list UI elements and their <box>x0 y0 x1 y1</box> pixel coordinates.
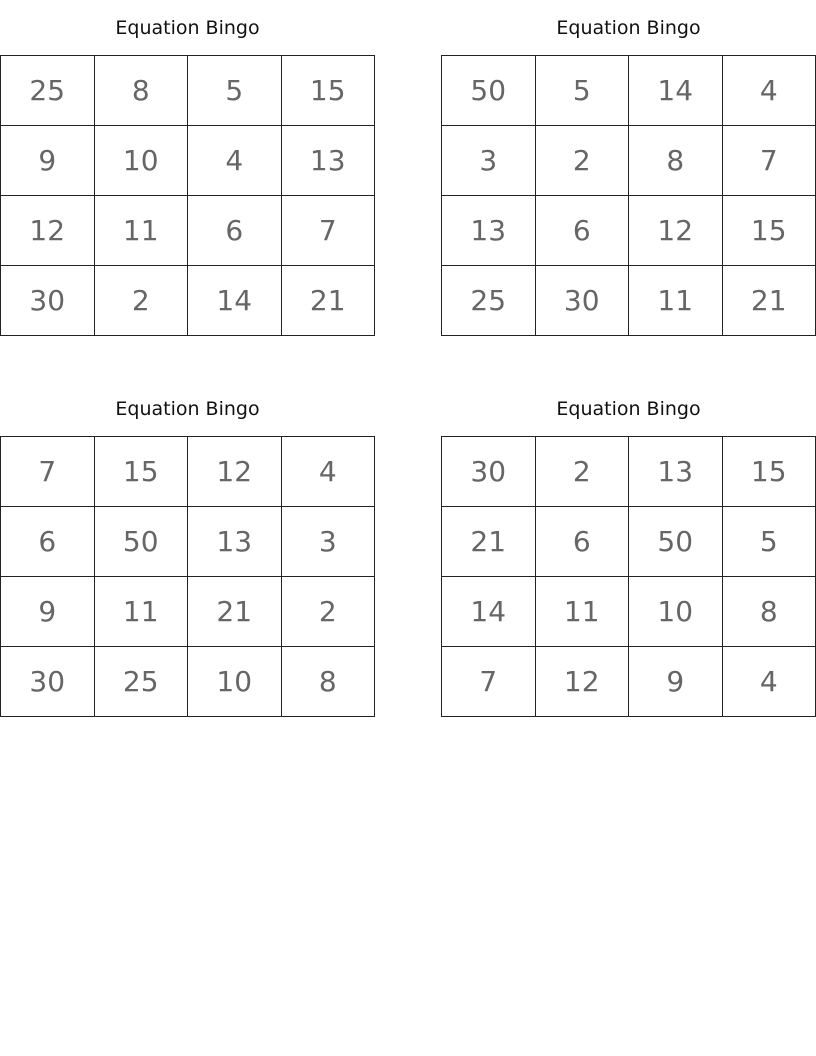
bingo-cell: 12 <box>188 437 282 507</box>
bingo-cell: 3 <box>282 507 376 577</box>
bingo-cell: 21 <box>723 266 816 336</box>
bingo-cell: 15 <box>723 437 816 507</box>
bingo-cell: 4 <box>188 126 282 196</box>
bingo-cell: 6 <box>188 196 282 266</box>
bingo-cell: 25 <box>1 56 95 126</box>
bingo-cell: 8 <box>723 577 816 647</box>
bingo-grid <box>441 55 816 336</box>
bingo-grid <box>0 436 375 717</box>
bingo-cell: 25 <box>95 647 189 717</box>
bingo-cell: 14 <box>442 577 536 647</box>
bingo-cell: 14 <box>188 266 282 336</box>
card-title: Equation Bingo <box>556 398 701 420</box>
bingo-cell: 9 <box>629 647 723 717</box>
bingo-cell: 5 <box>188 56 282 126</box>
bingo-card-3 <box>0 393 375 717</box>
bingo-cell: 4 <box>282 437 376 507</box>
bingo-cell: 30 <box>1 266 95 336</box>
bingo-cell: 2 <box>282 577 376 647</box>
bingo-cell: 13 <box>629 437 723 507</box>
bingo-cell: 25 <box>442 266 536 336</box>
bingo-cell: 50 <box>95 507 189 577</box>
bingo-cell: 7 <box>282 196 376 266</box>
bingo-cell: 30 <box>536 266 630 336</box>
bingo-cell: 30 <box>442 437 536 507</box>
bingo-cell: 2 <box>95 266 189 336</box>
bingo-cell: 9 <box>1 126 95 196</box>
bingo-cell: 6 <box>536 507 630 577</box>
bingo-cell: 13 <box>442 196 536 266</box>
bingo-cell: 12 <box>536 647 630 717</box>
bingo-cell: 3 <box>442 126 536 196</box>
bingo-cell: 8 <box>95 56 189 126</box>
bingo-cell: 21 <box>188 577 282 647</box>
bingo-cell: 15 <box>95 437 189 507</box>
bingo-cell: 6 <box>536 196 630 266</box>
bingo-cell: 10 <box>188 647 282 717</box>
bingo-cell: 4 <box>723 647 816 717</box>
bingo-cell: 13 <box>282 126 376 196</box>
bingo-grid <box>441 436 816 717</box>
bingo-cell: 8 <box>282 647 376 717</box>
bingo-cell: 21 <box>282 266 376 336</box>
bingo-cell: 7 <box>442 647 536 717</box>
bingo-cell: 5 <box>723 507 816 577</box>
bingo-cell: 15 <box>282 56 376 126</box>
bingo-cell: 13 <box>188 507 282 577</box>
bingo-cell: 9 <box>1 577 95 647</box>
bingo-cell: 14 <box>629 56 723 126</box>
bingo-cell: 15 <box>723 196 816 266</box>
bingo-grid <box>0 55 375 336</box>
bingo-cell: 50 <box>629 507 723 577</box>
bingo-cell: 50 <box>442 56 536 126</box>
bingo-card-1 <box>0 12 375 336</box>
card-title: Equation Bingo <box>556 17 701 39</box>
bingo-cell: 5 <box>536 56 630 126</box>
bingo-cell: 21 <box>442 507 536 577</box>
bingo-cell: 8 <box>629 126 723 196</box>
bingo-cell: 7 <box>1 437 95 507</box>
bingo-cell: 11 <box>536 577 630 647</box>
bingo-cell: 11 <box>95 196 189 266</box>
bingo-cell: 12 <box>629 196 723 266</box>
bingo-cell: 10 <box>629 577 723 647</box>
bingo-cell: 11 <box>629 266 723 336</box>
bingo-card-4 <box>441 393 816 717</box>
bingo-cell: 11 <box>95 577 189 647</box>
bingo-cell: 6 <box>1 507 95 577</box>
card-title: Equation Bingo <box>115 17 260 39</box>
bingo-cell: 2 <box>536 437 630 507</box>
bingo-cell: 12 <box>1 196 95 266</box>
bingo-cell: 10 <box>95 126 189 196</box>
bingo-cell: 30 <box>1 647 95 717</box>
card-title: Equation Bingo <box>115 398 260 420</box>
bingo-card-2 <box>441 12 816 336</box>
bingo-cell: 7 <box>723 126 816 196</box>
bingo-cell: 4 <box>723 56 816 126</box>
bingo-cell: 2 <box>536 126 630 196</box>
